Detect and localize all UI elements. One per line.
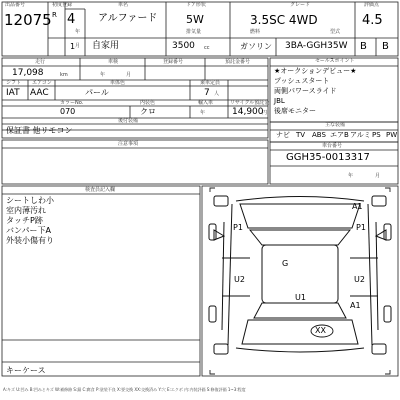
door-label: ドア形状 [186,2,206,8]
fuel-label: 燃料 [250,29,261,35]
cc-unit: cc [204,45,210,51]
mark-right-u2: U2 [354,275,365,284]
model-label: 型式 [330,29,341,35]
mark-rear-a1: A1 [350,301,361,310]
displacement: 3500 [172,41,195,51]
recycle-fee-label: リサイクル預託金 [230,100,270,106]
color-no-label: カラーNo. [60,100,84,106]
recycle-fee: 14,900 [232,107,264,117]
options: 保証書 他リモコン [6,126,73,135]
sales-point-1: ★オークションデビュー★ [274,67,357,75]
equip-pw: PW [386,131,398,139]
fuel: ガソリン [240,42,272,51]
equip-abs: ABS [312,131,326,139]
footer-legend: A:キズ U:凹み B:凹みとキズ W:補修跡 S:錆 C:腐食 P:塗装不良 X:要交換 XX:交換済み Y:穴 E:エクボ 内:内装評価 S:修復評価 1~3:程度 [3,387,246,392]
chassis-number: GGH35-0013317 [286,152,370,163]
shift: IAT [6,88,20,98]
inspection-year-unit: 年 [100,72,106,78]
mark-rear-u1: U1 [295,293,306,302]
sales-point-3: 両側パワースライド [274,87,337,95]
notes-label: 注意事項 [118,141,139,147]
door-type: 5W [186,13,204,26]
grade-label: グレード [290,2,311,8]
recycle-label: 預託金番号 [225,59,251,65]
options-label: 後付装備 [118,118,139,124]
inspection-label: 車検 [108,59,119,65]
capacity-unit: 人 [214,91,220,97]
equip-tv: TV [296,131,306,139]
equip-ps: PS [372,131,381,139]
mark-front-a1: A1 [352,202,363,211]
ac-label: エアコン [32,80,52,86]
yen-unit: 円 [262,110,268,116]
chassis-year-unit: 年 [348,173,354,179]
first-reg-label: 初度登録 [52,2,73,8]
interior-color: クロ [140,107,156,116]
capacity: 7 [204,88,210,98]
color-no: 070 [60,107,76,116]
chassis-label: 車台番号 [322,143,343,149]
displacement-label: 排気量 [186,29,202,35]
sales-point-5: 後席モニター [274,107,316,115]
reg-year: 4 [67,12,76,27]
inspection-month-unit: 月 [126,72,132,78]
mark-left-p1: P1 [233,223,243,232]
reg-month: 1 [70,42,76,51]
reg-number-label: 登録番号 [163,59,184,65]
grade: 3.5SC 4WD [250,13,318,27]
mark-roof-g: G [282,259,289,268]
score-label: 評価点 [364,2,380,8]
equip-navi: ナビ [276,131,290,139]
auction-no: 12075 [4,11,52,29]
interior-grade: B [360,41,367,52]
key-case: キーケース [6,366,46,375]
model-code: 3BA-GGH35W [285,41,348,51]
import-unit: 年 [200,110,206,116]
car-name: アルファード [98,13,158,24]
inspector-line-2: 室内薄汚れ [6,206,46,215]
sales-point-2: プッシュスタート [274,77,330,85]
inspector-line-1: シートしわ小 [6,196,54,205]
ac: AAC [30,88,49,98]
mark-left-u2: U2 [234,275,245,284]
interior-color-label: 内装色 [140,100,156,106]
sales-point-4: JBL [274,97,285,105]
chassis-month-unit: 月 [375,173,381,179]
year-unit: 年 [75,29,81,35]
color-label: 車体色 [110,80,126,86]
import-label: 輸入車 [198,100,214,106]
mileage-unit: km [60,72,68,78]
equip-airbag: エアB [330,131,349,139]
equipment-label: 主な装備 [325,122,346,128]
inspector-line-5: 外装小傷有り [6,236,54,245]
equip-alloy: アルミ [350,131,371,139]
shift-label: シフト [6,80,22,86]
color: パール [85,88,109,97]
sales-points-label: セールスポイント [315,58,355,64]
car-name-label: 車名 [118,2,129,8]
mileage-label: 走行 [35,59,46,65]
inspector-label: 検査員記入欄 [85,187,116,193]
exterior-grade: B [382,41,389,52]
inspector-line-3: タッチP跡 [6,216,43,225]
auction-no-label: 出品番号 [5,2,26,8]
mark-rear-xx: XX [315,326,326,335]
month-unit: 月 [75,43,81,49]
usage: 自家用 [92,41,120,51]
era-mark: R [52,11,57,19]
mileage: 17,098 [12,68,44,78]
mark-right-p1: P1 [356,223,366,232]
score: 4.5 [362,13,383,28]
inspector-line-4: バンパー下A [6,226,51,235]
capacity-label: 乗車定員 [200,80,221,86]
